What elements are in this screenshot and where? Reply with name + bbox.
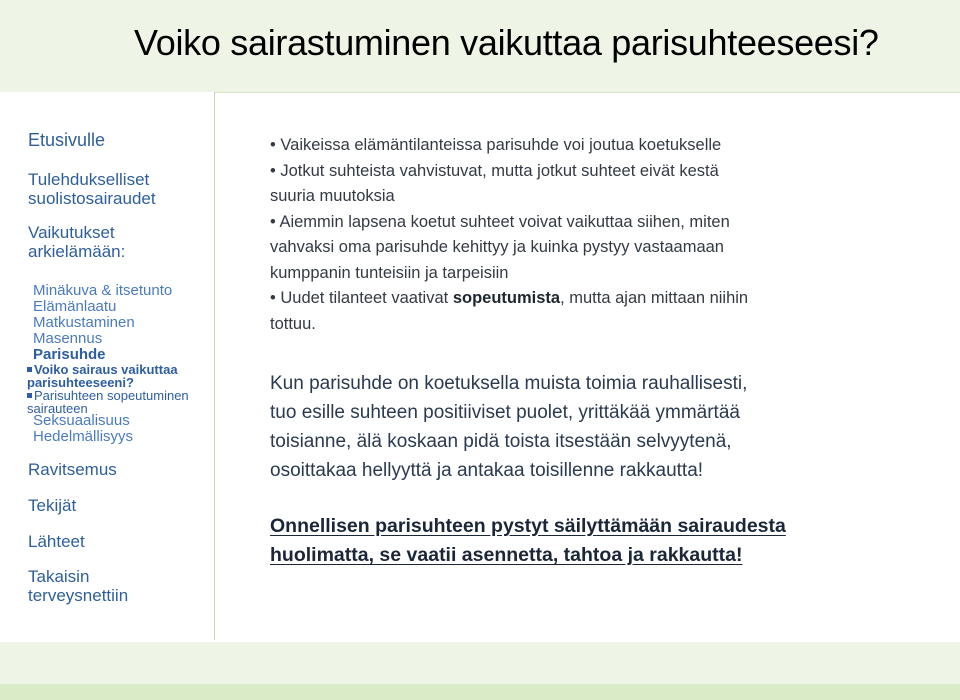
nav-fertility-link[interactable]: Hedelmällisyys xyxy=(33,428,134,445)
bullet-item xyxy=(270,286,940,312)
footer-strip xyxy=(0,684,960,700)
advice-paragraph xyxy=(270,369,950,485)
bullet-text: , mutta ajan mittaan niihin xyxy=(560,289,749,307)
nav-effects-label: Vaikutukset xyxy=(28,223,115,242)
bullet-item-continuation: vahvaksi oma parisuhde kehittyy ja kuinka pystyy vastaamaan xyxy=(270,238,724,256)
bullet-item-continuation: suuria muutoksia xyxy=(270,187,395,205)
nav-back-link[interactable] xyxy=(28,567,128,605)
nav-can-illness-affect-label: Voiko sairaus vaikuttaa xyxy=(34,362,178,377)
header xyxy=(0,0,960,93)
nav-sexuality-link[interactable]: Seksuaalisuus xyxy=(33,412,130,429)
nav-relationship-adaptation-label: sairauteen xyxy=(27,401,88,416)
nav-home-link[interactable]: Etusivulle xyxy=(28,130,106,150)
bullet-item-continuation: tottuu. xyxy=(270,314,316,333)
nav-depression-link[interactable]: Masennus xyxy=(33,330,103,347)
bullet-item-continuation: kumppanin tunteisiin ja tarpeisiin xyxy=(270,263,509,282)
nav-ibd-label: Tulehdukselliset xyxy=(28,170,150,189)
footer-band xyxy=(0,642,960,684)
paragraph-line: tuo esille suhteen positiiviset puolet, yrittäkää ymmärtää xyxy=(270,402,740,423)
nav-relationship-link[interactable]: Parisuhde xyxy=(33,346,106,363)
bullet-item: • Vaikeissa elämäntilanteissa parisuhde voi joutua koetukselle xyxy=(270,136,722,154)
nav-ibd-label: suolistosairaudet xyxy=(28,189,156,208)
paragraph-line: Kun parisuhde on koetuksella muista toimia rauhallisesti, xyxy=(270,373,748,394)
page-title: Voiko sairastuminen vaikuttaa parisuhteeseesi? xyxy=(134,22,879,63)
nav-effects-label: arkielämään: xyxy=(28,242,126,261)
nav-back-label: terveysnettiin xyxy=(28,586,129,605)
square-bullet-icon xyxy=(27,367,32,372)
nav-can-illness-affect-link[interactable] xyxy=(27,363,178,389)
bullet-item: • Jotkut suhteista vahvistuvat, mutta jotkut suhteet eivät kestä xyxy=(270,161,719,180)
nav-authors-link[interactable]: Tekijät xyxy=(28,496,77,515)
nav-quality-of-life-link[interactable]: Elämänlaatu xyxy=(33,298,117,315)
nav-nutrition-link[interactable]: Ravitsemus xyxy=(28,460,117,479)
paragraph-line: osoittakaa hellyyttä ja antakaa toisillenne rakkautta! xyxy=(270,460,704,481)
nav-self-image-link[interactable]: Minäkuva & itsetunto xyxy=(33,282,173,299)
nav-sources-link[interactable]: Lähteet xyxy=(28,532,85,551)
nav-ibd-link[interactable] xyxy=(28,170,156,208)
square-bullet-icon xyxy=(27,393,32,398)
closing-line: Onnellisen parisuhteen pystyt säilyttämään sairaudesta xyxy=(270,515,786,537)
nav-can-illness-affect-label: parisuhteeseeni? xyxy=(27,375,134,390)
nav-back-label: Takaisin xyxy=(28,567,90,586)
paragraph-line: toisianne, älä koskaan pidä toista itsestään selvyytenä, xyxy=(270,431,732,452)
nav-travel-link[interactable]: Matkustaminen xyxy=(33,314,135,331)
nav-relationship-adaptation-label: Parisuhteen sopeutuminen xyxy=(34,388,189,403)
closing-statement xyxy=(270,512,950,570)
closing-line: huolimatta, se vaatii asennetta, tahtoa ja rakkautta! xyxy=(270,544,743,566)
bullet-item: • Aiemmin lapsena koetut suhteet voivat vaikuttaa siihen, miten xyxy=(270,212,730,231)
bullet-text: • Uudet tilanteet vaativat xyxy=(270,289,453,307)
highlighted-word: sopeutumista xyxy=(452,289,561,307)
bullet-list xyxy=(270,133,940,337)
nav-effects-link[interactable] xyxy=(28,223,125,261)
